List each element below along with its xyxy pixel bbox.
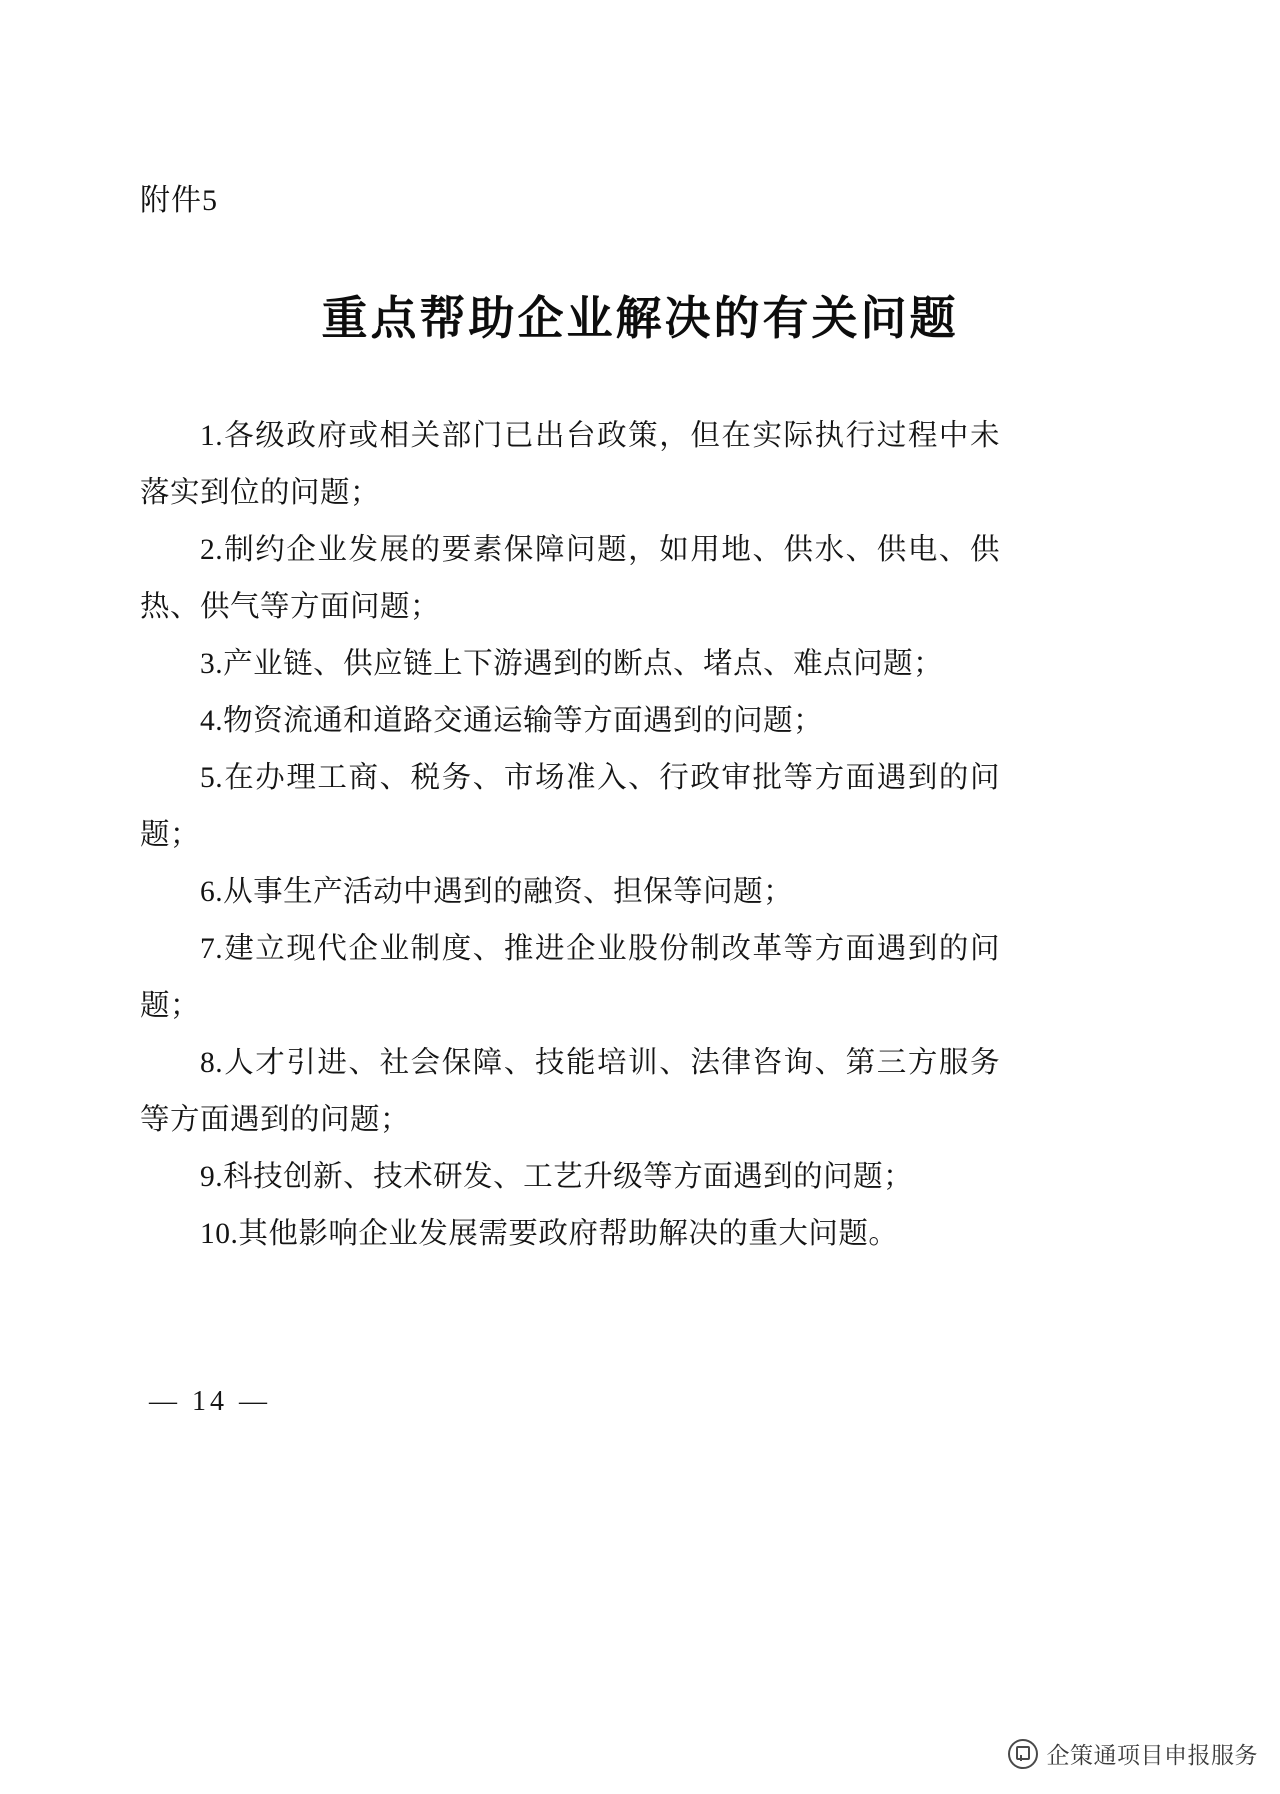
attachment-label: 附件5 [140,184,218,217]
paragraph-9: 9.科技创新、技术研发、工艺升级等方面遇到的问题； [200,1161,914,1193]
paragraph-10: 10.其他影响企业发展需要政府帮助解决的重大问题。 [200,1218,899,1250]
watermark-text: 企策通项目申报服务 [1046,1742,1258,1768]
circle-badge-icon [1008,1739,1038,1769]
paragraph-2: 2.制约企业发展的要素保障问题，如用地、供水、供电、供热、供气等方面问题； [140,534,1000,623]
paragraph-1: 1.各级政府或相关部门已出台政策，但在实际执行过程中未落实到位的问题； [140,420,1000,509]
paragraph-5: 5.在办理工商、税务、市场准入、行政审批等方面遇到的问题； [140,762,1000,851]
paragraph-4: 4.物资流通和道路交通运输等方面遇到的问题； [200,705,824,737]
watermark [1008,1737,1259,1770]
paragraph-3: 3.产业链、供应链上下游遇到的断点、堵点、难点问题； [200,648,944,680]
page-number: — 14 — [149,1386,271,1417]
paragraph-6: 6.从事生产活动中遇到的融资、担保等问题； [200,876,794,908]
paragraph-8: 8.人才引进、社会保障、技能培训、法律咨询、第三方服务等方面遇到的问题； [140,1047,1000,1136]
page-title: 重点帮助企业解决的有关问题 [321,291,959,345]
paragraph-7: 7.建立现代企业制度、推进企业股份制改革等方面遇到的问题； [140,933,1000,1022]
document-body [140,408,1000,1263]
